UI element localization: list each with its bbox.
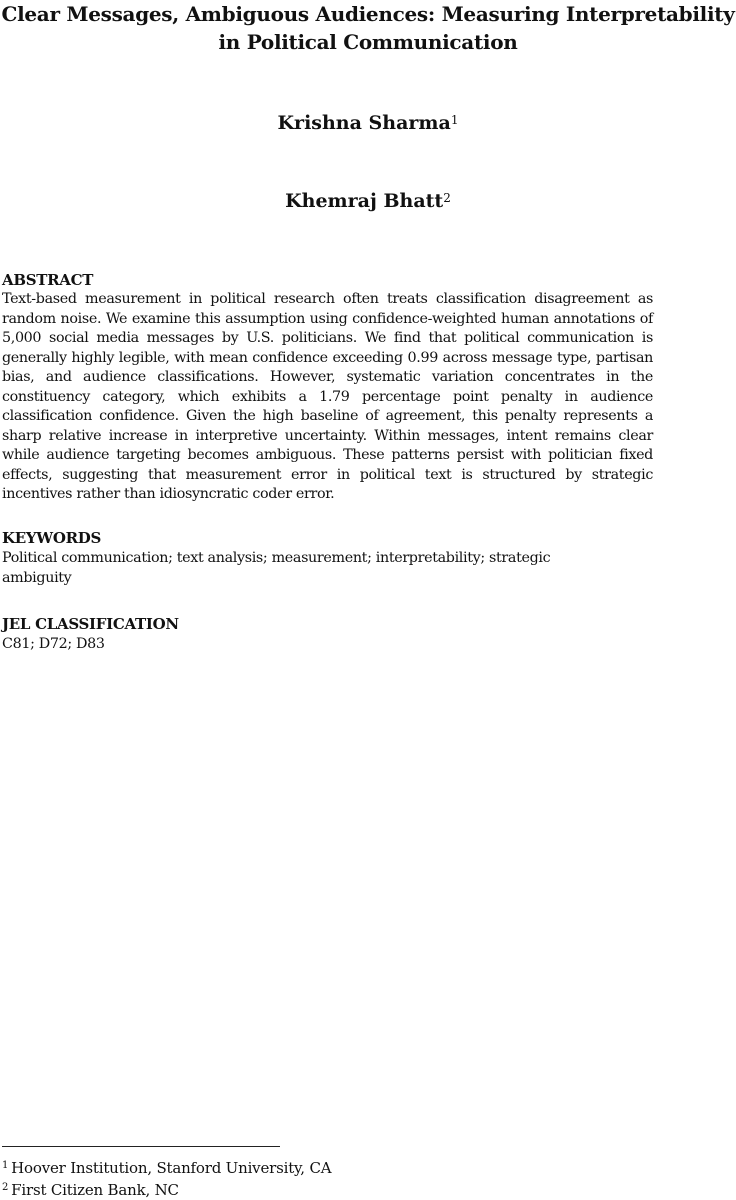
abstract-text: Text-based measurement in political research often treats classification disagreement as random noise. We examine this assumption using confidence-weighted human annotations of 5,000 social media messages by U.S. politicians. We find that political communication is generally highly legible, with mean confidence exceeding 0.99 across message type, partisan bias, and audience classifications. However, systematic variation concentrates in the constituency category, which exhibits a 1.79 percentage point penalty in audience classification confidence. Given the high baseline of agreement, this penalty represents a sharp relative increase in interpretive uncertainty. Within messages, intent remains clear while audience targeting becomes ambiguous. These patterns persist with politician fixed effects, suggesting that measurement error in political text is structured by strategic incentives rather than idiosyncratic coder error. [2,291,653,502]
author-2 [0,188,736,214]
author-1 [0,110,736,136]
author-2-affiliation-mark: 2 [443,191,451,205]
abstract-heading: ABSTRACT [2,271,94,289]
footnote-2-text: First Citizen Bank, NC [11,1181,179,1199]
author-1-name: Krishna Sharma [277,112,451,134]
footnote-2 [2,1180,179,1200]
keywords-text: Political communication; text analysis; measurement; interpretability; strategic ambiguity [2,550,551,586]
author-2-name: Khemraj Bhatt [285,190,444,212]
paper-title: Clear Messages, Ambiguous Audiences: Measuring Interpretability in Political Communication [1,2,735,54]
footnote-divider [2,1146,280,1147]
footnote-1-text: Hoover Institution, Stanford University, CA [11,1159,332,1177]
keywords-heading: KEYWORDS [2,529,101,547]
footnote-1 [2,1158,331,1178]
footnote-2-mark: 2 [2,1182,9,1193]
author-1-affiliation-mark: 1 [450,113,459,127]
jel-codes: C81; D72; D83 [2,636,105,652]
jel-heading: JEL CLASSIFICATION [2,615,179,633]
footnote-1-mark: 1 [2,1160,9,1171]
